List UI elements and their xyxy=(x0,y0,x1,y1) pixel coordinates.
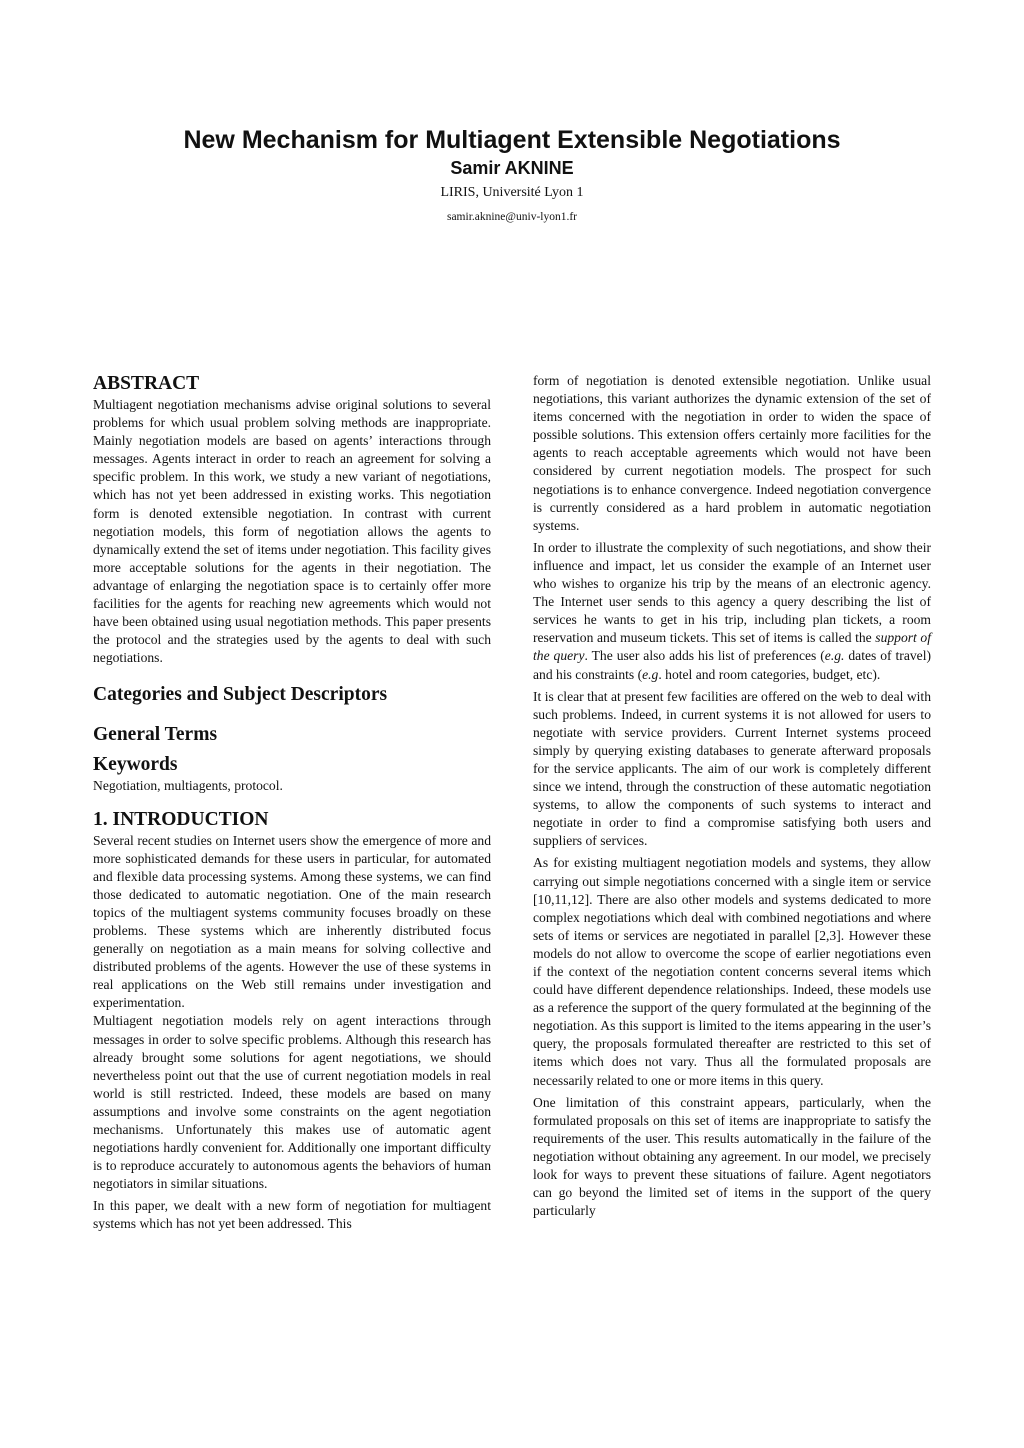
introduction-heading: 1. INTRODUCTION xyxy=(93,808,269,830)
right-paragraph-3: It is clear that at present few facilities are offered on the web to deal with such problems. Indeed, in current systems it is not allowed for users to negotiate with service providers. Current Internet systems proceed simply by querying existing databases to generate afterward proposals for the service applicants. The aim of our work is completely different since we intend, through the construction of these automatic negotiation systems, to allow the components of such systems to interact and negotiate in order to find a compromise satisfying both users and suppliers of services. xyxy=(533,688,931,849)
p2-text-b: . The user also adds his list of preferences ( xyxy=(584,648,825,664)
author-affiliation: LIRIS, Université Lyon 1 xyxy=(440,185,584,200)
abstract-text: Multiagent negotiation mechanisms advise original solutions to several problems for which usual problem solving methods are inappropriate. Mainly negotiation models are based on agents’ interactions through messages. Agents interact in order to reach an agreement for solving a specific problem. In this work, we study a new variant of negotiations, which has not yet been addressed in existing works. This negotiation form is denoted extensible negotiation. In contrast with current negotiation models, this form of negotiation allows the agents to dynamically extend the set of items under negotiation. This facility gives more acceptable solutions for the agents in their negotiation. The advantage of enlarging the negotiation space is to certainly offer more facilities for the agents for reaching new agreements which would not have been obtained using usual negotiation methods. This paper presents the protocol and the strategies used by the agents to deal with such negotiations. xyxy=(93,397,491,666)
paper-title: New Mechanism for Multiagent Extensible Negotiations xyxy=(183,126,841,154)
p2-text-a: In order to illustrate the complexity of such negotiations, and show their influence and impact, let us consider the example of an Internet user who wishes to organize his trip by the means of an electronic agency. The Internet user sends to this agency a query describing the list of services he wants to get in his trip, including plan tickets, a room reservation and museum tickets. This set of items is called the xyxy=(533,539,931,646)
intro-paragraph-2: Multiagent negotiation models rely on agent interactions through messages in order to solve specific problems. Although this research has already brought some solutions for agent negotiations, we should nevertheless point out that the use of current negotiation models in real world is still restricted. Indeed, these models are based on many assumptions and involve some constraints on the agent negotiation mechanisms. Unfortunately this makes use of automatic agent negotiations hardly convenient for. Additionally one important difficulty is to reproduce accurately to autonomous agents the behaviors of human negotiators in similar situations. xyxy=(93,1013,491,1192)
p2-text-d: . hotel and room categories, budget, etc). xyxy=(658,666,881,682)
right-paragraph-5: One limitation of this constraint appears, particularly, when the formulated proposals on this set of items are inappropriate to satisfy the requirements of the user. This results automatically in the failure of the negotiation without obtaining any agreement. In our model, we precisely look for ways to prevent these situations of failure. Agent negotiators can go beyond the limited set of items in the support of the query particularly xyxy=(533,1094,931,1219)
author-name: Samir AKNINE xyxy=(450,158,574,178)
general-terms-heading: General Terms xyxy=(93,724,218,746)
p2-emphasis-support: support of the query xyxy=(533,630,931,664)
right-paragraph-2 xyxy=(533,539,931,684)
keywords-text: Negotiation, multiagents, protocol. xyxy=(93,778,283,794)
intro-paragraph-3: In this paper, we dealt with a new form of negotiation for multiagent systems which has not yet been addressed. This xyxy=(93,1198,491,1232)
p2-text-c: dates of travel) and his constraints ( xyxy=(533,648,931,682)
author-email: samir.aknine@univ-lyon1.fr xyxy=(446,211,578,223)
right-paragraph-1: form of negotiation is denoted extensible negotiation. Unlike usual negotiations, this variant authorizes the dynamic extension of the set of items concerned with the negotiation in order to widen the space of possible solutions. This extension offers certainly more facilities for the agents to reach acceptable agreements which would not have been considered by current negotiation models. The prospect for such negotiations is to enhance convergence. Indeed negotiation convergence is currently considered as a hard problem in automatic negotiation systems. xyxy=(533,373,931,533)
abstract-heading: ABSTRACT xyxy=(93,373,200,394)
paper-header xyxy=(0,124,1024,224)
right-paragraph-4: As for existing multiagent negotiation models and systems, they allow carrying out simple negotiations concerned with a single item or service [10,11,12]. There are also other models and systems dedicated to more complex negotiations which deal with combined negotiations and where sets of items or services are negotiated in parallel [2,3]. However these models do not allow to overcome the scope of earlier negotiations even if the context of the negotiation content concerns several items which could have different dependence relationships. Indeed, these models use as a reference the support of the query formulated at the beginning of the negotiation. As this support is limited to the items appearing in the user’s query, the proposals formulated thereafter are restricted to this set of items which does not vary. Thus all the formulated proposals are necessarily related to one or more items in this query. xyxy=(533,855,931,1088)
keywords-heading: Keywords xyxy=(93,754,178,776)
p2-emphasis-eg2: e.g xyxy=(642,666,659,682)
right-column xyxy=(533,372,931,1224)
p2-emphasis-eg1: e.g. xyxy=(824,648,845,664)
left-column xyxy=(93,372,491,1238)
categories-heading: Categories and Subject Descriptors xyxy=(93,684,388,706)
intro-paragraph-1: Several recent studies on Internet users show the emergence of more and more sophisticated demands for these users in particular, for automated and flexible data processing systems. Among these systems, we can find those dedicated to automatic negotiation. One of the main research topics of the multiagent systems community focuses broadly on these problems. These systems which are inherently distributed focus generally on negotiation as a main means for solving collective and distributed problems of the agents. However the use of these systems in real applications on the Web still remains under investigation and experimentation. xyxy=(93,832,491,1011)
